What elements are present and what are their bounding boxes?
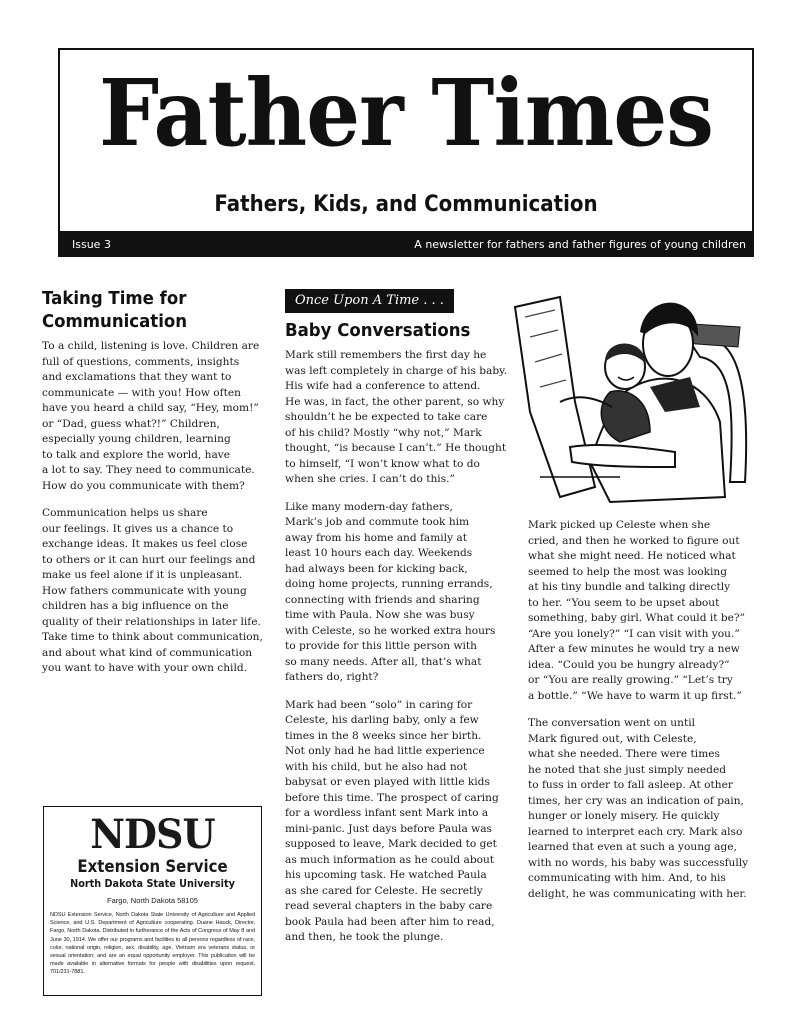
university-address: Fargo, North Dakota 58105 <box>107 896 198 905</box>
ndsu-logo: NDSU <box>90 811 215 858</box>
tagline: A newsletter for fathers and father figures of young children <box>414 238 746 251</box>
issue-number: Issue 3 <box>72 238 111 251</box>
ndsu-extension-box <box>43 806 262 996</box>
legal-fine-print: NDSU Extension Service, North Dakota State University of Agriculture and Applied Science, and U.S. Department of Agriculture cooperating. Duane Hauck, Director, Fargo, North Dakota. Distributed in furtherance of the Acts of Congress of May 8 and June 30, 1914. We offer our programs and facilities to all persons regardless of race, color, national origin, religion, sex, disability, age, Vietnam era veterans status, or sexual orientation; and are an equal opportunity employer. This publication will be made available in alternative formats for people with disabilities upon request, 701/231-7881. <box>50 912 255 976</box>
extension-service-label: Extension Service <box>77 857 228 877</box>
story-column-2 <box>528 518 756 914</box>
masthead <box>58 48 754 233</box>
left-article-heading: Taking Time for Communication <box>42 288 188 332</box>
story-paragraph: Mark had been “solo” in caring for Celeste, his darling baby, only a few times in the 8 weeks since her birth. Not only had he had little experience with his child, but he also had not babysat or even played with little kids before this time. The prospect of caring for a wordless infant sent Mark into a mini-panic. Just days before Paula was supposed to leave, Mark decided to get as much information as he could about his upcoming task. He watched Paula as she cared for Celeste. He secretly read several chapters in the baby care book Paula had been after him to read, and then, he took the plunge. <box>285 698 499 943</box>
left-article <box>42 287 270 689</box>
newsletter-title: Father Times <box>98 59 714 167</box>
left-article-paragraph: Communication helps us share our feelings. It gives us a chance to exchange ideas. It makes us feel close to others or it can hurt our feelings and make us feel alone if it is unpleasant. How fathers communicate with young children has a big influence on the quality of their relationships in later life. Take time to think about communication, and about what kind of communication you want to have with your own child. <box>42 507 263 674</box>
left-article-paragraph: To a child, listening is love. Children are full of questions, comments, insights and exclamations that they want to communicate — with you! How often have you heard a child say, “Hey, mom!” or “Dad, guess what?!” Children, especially young children, learning to talk and explore the world, have a lot to say. They need to communicate. How do you communicate with them? <box>42 340 260 492</box>
story-paragraph: Mark picked up Celeste when she cried, and then he worked to figure out what she might need. He noticed what seemed to help the most was looking at his tiny bundle and talking directly to her. “You seem to be upset about something, baby girl. What could it be?” “Are you lonely?” “I can visit with you.” After a few minutes he would try a new idea. “Could you be hungry already?” or “You are really growing.” “Let’s try a bottle.” “We have to warm it up first.” <box>528 519 746 702</box>
father-child-illustration-icon <box>500 282 750 507</box>
story-paragraph: The conversation went on until Mark figured out, with Celeste, what she needed. There were times he noted that she just simply needed to fuss in order to fall asleep. At other times, her cry was an indication of pain, hunger or lonely misery. He quickly learned to interpret each cry. Mark also learned that even at such a young age, with no words, his baby was successfully communicating with him. And, to his delight, he was communicating with her. <box>528 717 749 900</box>
newsletter-subtitle: Fathers, Kids, and Communication <box>214 192 598 217</box>
university-name: North Dakota State University <box>70 877 235 890</box>
story-paragraph: Mark still remembers the first day he was left completely in charge of his baby. His wife had a conference to attend. He was, in fact, the other parent, so why shouldn’t he be expected to take care of his child? Mostly “why not,” Mark thought, “is because I can’t.” He thought to himself, “I won’t know what to do when she cries. I can’t do this.” <box>285 349 508 485</box>
story-column-1 <box>285 289 510 958</box>
story-heading: Baby Conversations <box>285 320 471 341</box>
story-kicker: Once Upon A Time . . . <box>285 289 454 313</box>
story-paragraph: Like many modern-day fathers, Mark’s job and commute took him away from his home and family at least 10 hours each day. Weekends had always been for kicking back, doing home projects, running errands, connecting with friends and sharing time with Paula. Now she was busy with Celeste, so he worked extra hours to provide for this little person with so many needs. After all, that’s what fathers do, right? <box>285 500 496 683</box>
issue-band <box>58 233 754 257</box>
